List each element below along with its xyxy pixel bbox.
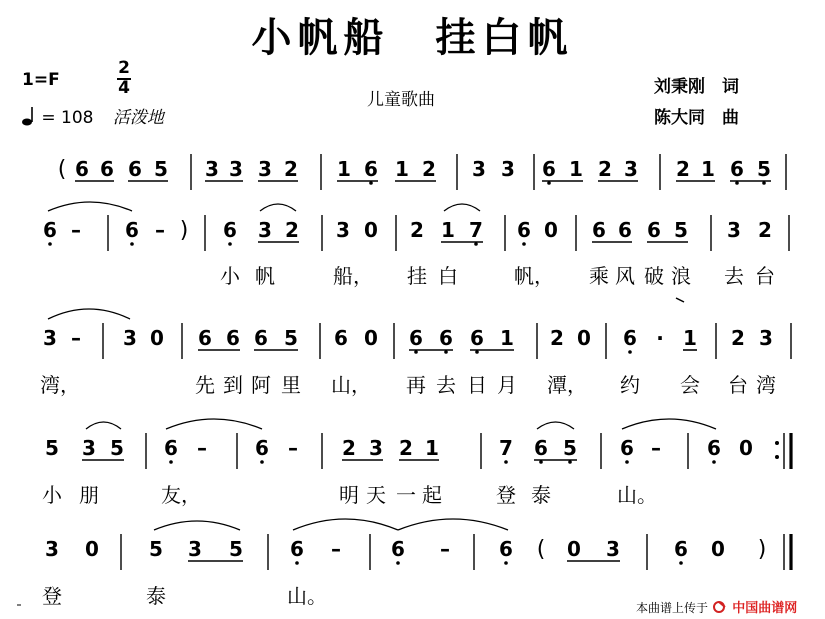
slur [537, 422, 574, 429]
lyric-syllable: 再 [406, 373, 426, 397]
slur [48, 202, 132, 211]
parenthesis: ( [57, 157, 67, 182]
octave-dot [679, 561, 683, 565]
note: 1 [569, 157, 583, 181]
lyric-syllable: 月 [497, 373, 517, 397]
tempo-value: = 108 [41, 108, 94, 128]
slur [398, 519, 508, 530]
lyric-syllable: 起 [422, 483, 442, 507]
slur [48, 309, 130, 319]
note: 6 [334, 326, 348, 350]
footer-text: 本曲谱上传于 [636, 601, 709, 615]
note: 5 [154, 157, 168, 181]
logo-icon [713, 598, 727, 610]
note: 1 [683, 326, 697, 350]
note: 6 [470, 326, 484, 350]
note: 3 [258, 157, 272, 181]
octave-dot [522, 242, 526, 246]
slur [260, 204, 296, 211]
lyric-syllable: 小 [42, 483, 62, 507]
note: 3 [258, 218, 272, 242]
footer [636, 597, 797, 616]
lyric-syllable: 去 [724, 264, 744, 288]
lyric-syllable: 浪 [671, 264, 691, 288]
note: 6 [164, 436, 178, 460]
parenthesis: ( [536, 537, 546, 562]
lyric-syllable: 湾， [40, 373, 80, 397]
note: 3 [624, 157, 638, 181]
note: 5 [45, 436, 59, 460]
octave-dot [48, 242, 52, 246]
note: 3 [45, 537, 59, 561]
slur [444, 204, 480, 211]
note: 6 [499, 537, 513, 561]
parenthesis: ) [757, 537, 767, 562]
lyric-syllable: 湾 [756, 373, 776, 397]
note: 0 [150, 326, 164, 350]
note: 5 [757, 157, 771, 181]
note: 6 [43, 218, 57, 242]
octave-dot [260, 460, 264, 464]
note: 3 [369, 436, 383, 460]
note: 6 [542, 157, 556, 181]
symbol: – [288, 436, 298, 460]
note: 3 [188, 537, 202, 561]
note: 6 [674, 537, 688, 561]
note: 6 [409, 326, 423, 350]
lyric-syllable: 日 [467, 373, 487, 397]
time-top: 2 [118, 58, 130, 78]
note: 1 [425, 436, 439, 460]
lyric-syllable: 乘 [589, 264, 609, 288]
note: 2 [410, 218, 424, 242]
note: 2 [285, 218, 299, 242]
time-bottom: 4 [118, 78, 130, 98]
note: 6 [198, 326, 212, 350]
octave-dot [169, 460, 173, 464]
lyric-syllable: 帆 [255, 264, 275, 288]
note: 1 [395, 157, 409, 181]
note: 3 [82, 436, 96, 460]
lyric-syllable: 挂 [407, 264, 427, 288]
note: 3 [501, 157, 515, 181]
note: 2 [731, 326, 745, 350]
lyricist: 刘秉刚 词 [654, 77, 739, 97]
lyric-syllable: 阿 [251, 373, 271, 397]
note: 3 [472, 157, 486, 181]
note: 6 [290, 537, 304, 561]
slur [154, 521, 240, 530]
genre-label: 儿童歌曲 [367, 90, 435, 110]
lyric-syllable: 约 [620, 373, 640, 397]
note: 5 [674, 218, 688, 242]
note: 0 [85, 537, 99, 561]
note: 6 [75, 157, 89, 181]
note: 2 [399, 436, 413, 460]
note: 3 [43, 326, 57, 350]
note: 6 [534, 436, 548, 460]
note: 6 [730, 157, 744, 181]
note: 3 [759, 326, 773, 350]
note: 6 [647, 218, 661, 242]
note: 6 [364, 157, 378, 181]
note: 6 [618, 218, 632, 242]
note: 1 [701, 157, 715, 181]
symbol: – [197, 436, 207, 460]
slur [293, 519, 398, 530]
octave-dot [625, 460, 629, 464]
lyric-syllable: 山。 [617, 483, 657, 507]
lyric-syllable: 船， [333, 264, 373, 288]
note: 2 [676, 157, 690, 181]
lyric-syllable: 山， [331, 373, 371, 397]
note: 2 [342, 436, 356, 460]
note: 6 [439, 326, 453, 350]
note: 6 [100, 157, 114, 181]
note: 2 [598, 157, 612, 181]
site-logo: 中国曲谱网 [732, 600, 798, 615]
lyric-syllable: 台 [755, 264, 775, 288]
note: 3 [336, 218, 350, 242]
note: 3 [606, 537, 620, 561]
lyric-syllable: 明 [339, 483, 359, 507]
note: 2 [758, 218, 772, 242]
lyric-syllable: 台 [728, 373, 748, 397]
lyric-syllable: 登 [42, 584, 62, 608]
symbol: – [71, 218, 81, 242]
note: 0 [364, 218, 378, 242]
composer: 陈大同 曲 [654, 108, 739, 128]
lyric-syllable: 一 [396, 483, 416, 507]
note: 1 [337, 157, 351, 181]
note: 3 [123, 326, 137, 350]
note: 1 [441, 218, 455, 242]
note: 6 [255, 436, 269, 460]
octave-dot [130, 242, 134, 246]
note: 6 [517, 218, 531, 242]
lyric-syllable: 朋 [79, 483, 99, 507]
lyric-syllable: 山。 [287, 584, 327, 608]
note: 2 [422, 157, 436, 181]
lyric-syllable: 登 [496, 483, 516, 507]
note: 6 [592, 218, 606, 242]
repeat-dot [775, 455, 779, 459]
note: 0 [364, 326, 378, 350]
note: 0 [739, 436, 753, 460]
lyric-syllable: 泰 [531, 483, 551, 507]
note: 6 [623, 326, 637, 350]
lyric-syllable: 破 [644, 264, 664, 288]
repeat-dot [775, 441, 779, 445]
note: 6 [125, 218, 139, 242]
note: 5 [284, 326, 298, 350]
lyric-syllable: 到 [223, 373, 243, 397]
note: 6 [223, 218, 237, 242]
note: 5 [229, 537, 243, 561]
note: 6 [226, 326, 240, 350]
symbol: – [71, 326, 81, 350]
octave-dot [504, 561, 508, 565]
slur [166, 419, 262, 429]
note: 0 [711, 537, 725, 561]
note: 3 [205, 157, 219, 181]
note: 7 [499, 436, 513, 460]
note: 6 [620, 436, 634, 460]
note: 3 [727, 218, 741, 242]
note: 0 [577, 326, 591, 350]
note: 6 [128, 157, 142, 181]
octave-dot [504, 460, 508, 464]
octave-dot [396, 561, 400, 565]
octave-dot [628, 350, 632, 354]
accent-mark [676, 298, 684, 302]
note: 5 [149, 537, 163, 561]
lyric-syllable: 风 [615, 264, 635, 288]
octave-dot [295, 561, 299, 565]
lyric-syllable: 小 [220, 264, 240, 288]
note: 5 [563, 436, 577, 460]
lyric-syllable: 潭， [547, 373, 587, 397]
note: 6 [391, 537, 405, 561]
octave-dot [228, 242, 232, 246]
slur [622, 419, 716, 429]
lyric-syllable: 天 [366, 483, 386, 507]
lyric-syllable: 友， [161, 483, 201, 507]
note: 6 [254, 326, 268, 350]
slur [86, 422, 121, 429]
note: 2 [284, 157, 298, 181]
octave-dot [712, 460, 716, 464]
symbol: – [155, 218, 165, 242]
symbol: · [656, 326, 664, 350]
lyric-syllable: 会 [680, 373, 700, 397]
parenthesis: ) [179, 218, 189, 243]
symbol: – [331, 537, 341, 561]
lyric-syllable: 先 [195, 373, 215, 397]
symbol: – [440, 537, 450, 561]
note: 6 [707, 436, 721, 460]
note: 5 [110, 436, 124, 460]
note: 2 [550, 326, 564, 350]
lyric-syllable: 去 [436, 373, 456, 397]
page-title: 小帆船 挂白帆 [251, 14, 574, 61]
symbol: – [651, 436, 661, 460]
lyric-syllable: 白 [438, 264, 458, 288]
key-label: 1=F [22, 70, 60, 90]
note: 0 [544, 218, 558, 242]
tempo-mark: 活泼地 [112, 108, 164, 128]
lyric-syllable: 帆， [514, 264, 554, 288]
note: 7 [469, 218, 483, 242]
lyric-syllable: 里 [281, 373, 301, 397]
lyric-syllable: 泰 [146, 584, 166, 608]
note: 1 [500, 326, 514, 350]
note: 3 [229, 157, 243, 181]
note: 0 [567, 537, 581, 561]
